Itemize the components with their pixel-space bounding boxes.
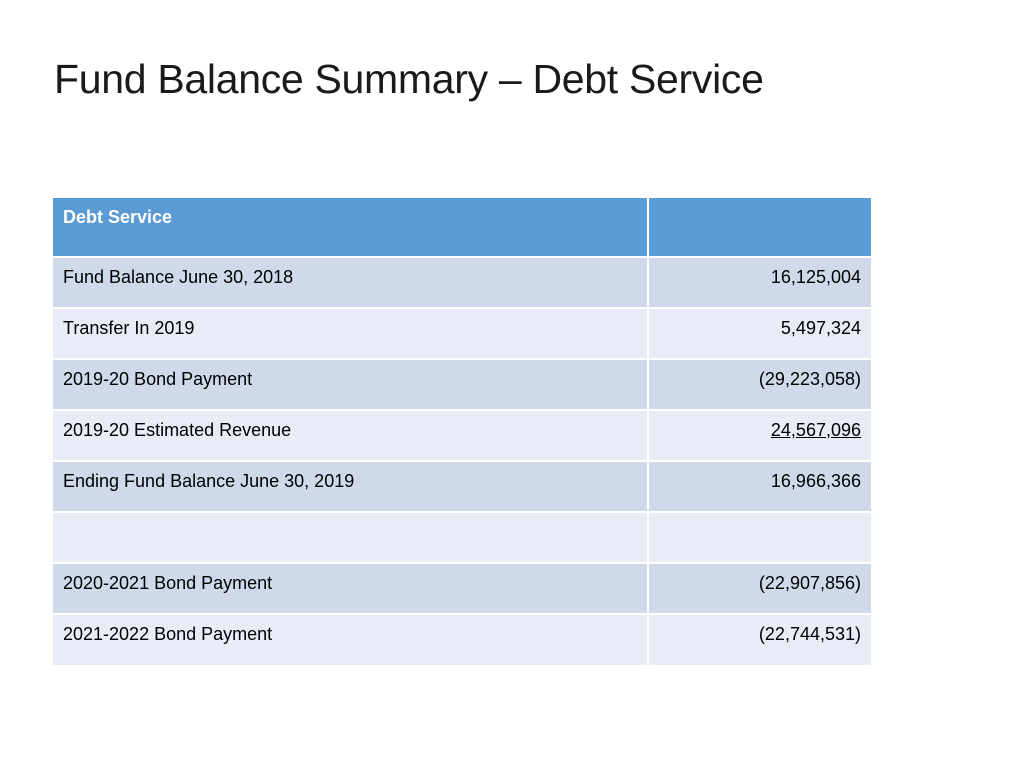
header-label-cell: Debt Service bbox=[52, 197, 648, 257]
row-label: 2021-2022 Bond Payment bbox=[52, 614, 648, 665]
table-row bbox=[52, 563, 872, 614]
row-amount bbox=[648, 512, 872, 563]
table-row bbox=[52, 410, 872, 461]
row-amount: 16,125,004 bbox=[648, 257, 872, 308]
table-row bbox=[52, 359, 872, 410]
table-row-empty bbox=[52, 512, 872, 563]
row-label: 2019-20 Estimated Revenue bbox=[52, 410, 648, 461]
table-row bbox=[52, 257, 872, 308]
header-value-cell bbox=[648, 197, 872, 257]
debt-service-table bbox=[51, 196, 873, 665]
table-header-row bbox=[52, 197, 872, 257]
row-label: Ending Fund Balance June 30, 2019 bbox=[52, 461, 648, 512]
row-amount: 16,966,366 bbox=[648, 461, 872, 512]
slide-title: Fund Balance Summary – Debt Service bbox=[54, 56, 764, 102]
row-amount: (22,744,531) bbox=[648, 614, 872, 665]
row-amount: (22,907,856) bbox=[648, 563, 872, 614]
table-row bbox=[52, 614, 872, 665]
table-row bbox=[52, 461, 872, 512]
row-amount: (29,223,058) bbox=[648, 359, 872, 410]
row-label: 2019-20 Bond Payment bbox=[52, 359, 648, 410]
underlined-amount: 24,567,096 bbox=[770, 420, 861, 440]
row-label: 2020-2021 Bond Payment bbox=[52, 563, 648, 614]
table-row bbox=[52, 308, 872, 359]
row-amount: 5,497,324 bbox=[648, 308, 872, 359]
row-label bbox=[52, 512, 648, 563]
row-label: Transfer In 2019 bbox=[52, 308, 648, 359]
row-label: Fund Balance June 30, 2018 bbox=[52, 257, 648, 308]
row-amount bbox=[648, 410, 872, 461]
